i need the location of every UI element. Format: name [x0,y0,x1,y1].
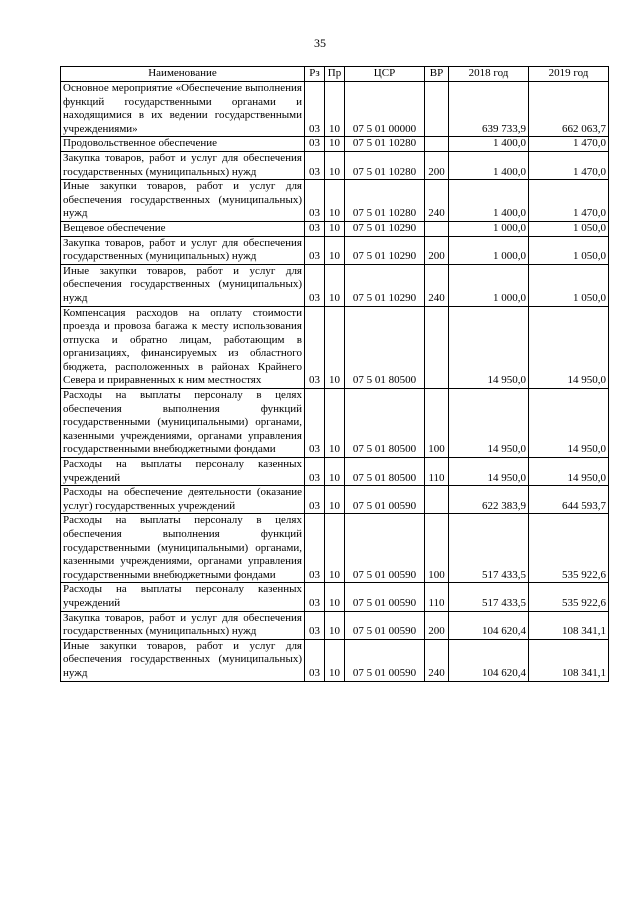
row-2019: 535 922,6 [529,583,609,611]
row-pr: 10 [325,137,345,152]
row-2019: 1 470,0 [529,137,609,152]
table-row [61,486,609,514]
row-csr: 07 5 01 80500 [345,458,425,486]
row-vr: 200 [425,611,449,639]
row-vr [425,82,449,137]
row-pr: 10 [325,611,345,639]
page-number: 35 [314,36,326,50]
row-csr: 07 5 01 10280 [345,137,425,152]
table-row [61,306,609,389]
row-2018: 1 000,0 [449,264,529,306]
row-rz: 03 [305,151,325,179]
row-rz: 03 [305,137,325,152]
row-rz: 03 [305,639,325,681]
row-name: Расходы на выплаты персоналу казенных учреждений [61,458,305,486]
row-csr: 07 5 01 10280 [345,151,425,179]
header-name: Наименование [61,67,305,82]
row-name: Закупка товаров, работ и услуг для обеспечения государственных (муниципальных) нужд [61,611,305,639]
table-row [61,611,609,639]
row-csr: 07 5 01 10290 [345,236,425,264]
row-2019: 1 050,0 [529,264,609,306]
row-vr: 100 [425,514,449,583]
row-rz: 03 [305,82,325,137]
row-csr: 07 5 01 00590 [345,583,425,611]
row-csr: 07 5 01 00590 [345,639,425,681]
row-2018: 14 950,0 [449,306,529,389]
table-row [61,514,609,583]
table-row [61,151,609,179]
row-2018: 1 400,0 [449,151,529,179]
row-2019: 1 050,0 [529,221,609,236]
row-pr: 10 [325,486,345,514]
row-2019: 14 950,0 [529,306,609,389]
row-pr: 10 [325,151,345,179]
row-2019: 1 050,0 [529,236,609,264]
row-2018: 14 950,0 [449,389,529,458]
row-pr: 10 [325,639,345,681]
row-vr: 240 [425,639,449,681]
row-csr: 07 5 01 00590 [345,514,425,583]
row-rz: 03 [305,180,325,222]
row-rz: 03 [305,264,325,306]
row-vr: 110 [425,458,449,486]
row-2019: 662 063,7 [529,82,609,137]
row-vr [425,486,449,514]
header-csr: ЦСР [345,67,425,82]
row-name: Продовольственное обеспечение [61,137,305,152]
table-row [61,137,609,152]
row-2018: 639 733,9 [449,82,529,137]
row-rz: 03 [305,486,325,514]
row-2019: 535 922,6 [529,514,609,583]
row-name: Основное мероприятие «Обеспечение выполнения функций государственными органами и находящимися в их ведении государственными учреждениями» [61,82,305,137]
row-csr: 07 5 01 10280 [345,180,425,222]
row-csr: 07 5 01 00000 [345,82,425,137]
row-2018: 517 433,5 [449,514,529,583]
row-rz: 03 [305,514,325,583]
table-row [61,458,609,486]
row-pr: 10 [325,389,345,458]
row-2019: 108 341,1 [529,611,609,639]
table-row [61,221,609,236]
table-row [61,583,609,611]
row-name: Иные закупки товаров, работ и услуг для обеспечения государственных (муниципальных) нужд [61,264,305,306]
row-2018: 104 620,4 [449,611,529,639]
row-2018: 517 433,5 [449,583,529,611]
row-pr: 10 [325,82,345,137]
row-pr: 10 [325,306,345,389]
row-2018: 104 620,4 [449,639,529,681]
table-row [61,264,609,306]
row-rz: 03 [305,458,325,486]
row-vr [425,137,449,152]
table-row [61,236,609,264]
row-2019: 644 593,7 [529,486,609,514]
header-pr: Пр [325,67,345,82]
row-name: Расходы на выплаты персоналу в целях обеспечения выполнения функций государственными (муниципальными) органами, казенными учреждениями, органами управления государственными внебюджетными фондами [61,389,305,458]
row-pr: 10 [325,458,345,486]
row-pr: 10 [325,236,345,264]
row-name: Расходы на выплаты персоналу казенных учреждений [61,583,305,611]
row-vr: 240 [425,264,449,306]
row-csr: 07 5 01 00590 [345,486,425,514]
row-csr: 07 5 01 80500 [345,306,425,389]
header-2019: 2019 год [529,67,609,82]
row-csr: 07 5 01 00590 [345,611,425,639]
row-2018: 622 383,9 [449,486,529,514]
row-pr: 10 [325,180,345,222]
row-vr: 110 [425,583,449,611]
row-rz: 03 [305,611,325,639]
row-2018: 1 400,0 [449,137,529,152]
row-vr [425,306,449,389]
row-vr: 200 [425,151,449,179]
table-header-row [61,67,609,82]
row-rz: 03 [305,389,325,458]
row-pr: 10 [325,264,345,306]
row-rz: 03 [305,583,325,611]
budget-table [60,66,609,682]
row-name: Компенсация расходов на оплату стоимости проезда и провоза багажа к месту использования отпуска и обратно лицам, работающим в организациях, финансируемых из областного бюджета, расположенных в районах Крайнего Севера и приравненных к ним местностях [61,306,305,389]
row-rz: 03 [305,306,325,389]
row-csr: 07 5 01 80500 [345,389,425,458]
header-2018: 2018 год [449,67,529,82]
row-2018: 14 950,0 [449,458,529,486]
table-row [61,180,609,222]
row-2018: 1 400,0 [449,180,529,222]
row-vr [425,221,449,236]
row-name: Иные закупки товаров, работ и услуг для обеспечения государственных (муниципальных) нужд [61,639,305,681]
row-pr: 10 [325,583,345,611]
row-name: Иные закупки товаров, работ и услуг для обеспечения государственных (муниципальных) нужд [61,180,305,222]
row-2018: 1 000,0 [449,221,529,236]
table-row [61,389,609,458]
row-csr: 07 5 01 10290 [345,221,425,236]
row-name: Расходы на выплаты персоналу в целях обеспечения выполнения функций государственными (муниципальными) органами, казенными учреждениями, органами управления государственными внебюджетными фондами [61,514,305,583]
row-2019: 1 470,0 [529,151,609,179]
row-name: Вещевое обеспечение [61,221,305,236]
row-vr: 200 [425,236,449,264]
row-pr: 10 [325,221,345,236]
header-vr: ВР [425,67,449,82]
header-rz: Рз [305,67,325,82]
table-row [61,82,609,137]
row-2019: 1 470,0 [529,180,609,222]
row-rz: 03 [305,221,325,236]
row-csr: 07 5 01 10290 [345,264,425,306]
row-2019: 14 950,0 [529,458,609,486]
row-2018: 1 000,0 [449,236,529,264]
row-name: Закупка товаров, работ и услуг для обеспечения государственных (муниципальных) нужд [61,236,305,264]
row-name: Закупка товаров, работ и услуг для обеспечения государственных (муниципальных) нужд [61,151,305,179]
row-vr: 240 [425,180,449,222]
row-rz: 03 [305,236,325,264]
row-name: Расходы на обеспечение деятельности (оказание услуг) государственных учреждений [61,486,305,514]
table-row [61,639,609,681]
row-2019: 108 341,1 [529,639,609,681]
row-pr: 10 [325,514,345,583]
row-2019: 14 950,0 [529,389,609,458]
row-vr: 100 [425,389,449,458]
